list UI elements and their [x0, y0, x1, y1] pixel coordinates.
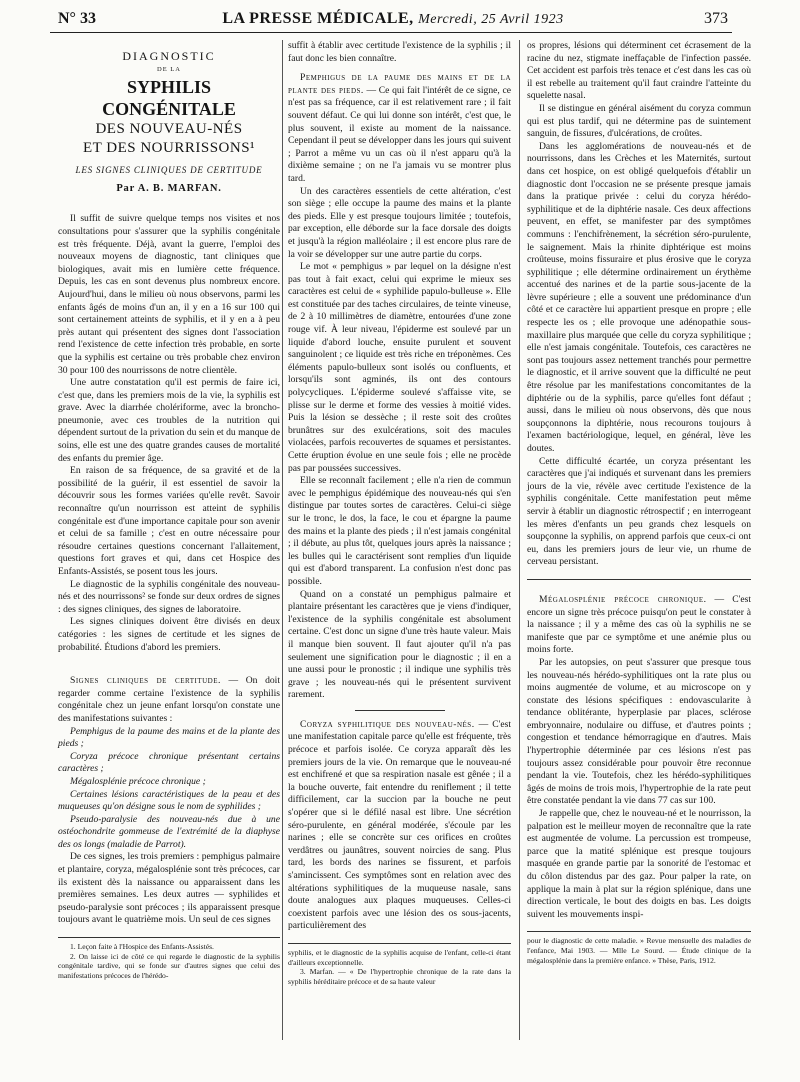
paragraph: Les signes cliniques doivent être divisés en deux catégories : les signes de certitude et les signes de probabilité. Étudions d'abord les premiers.: [58, 616, 280, 653]
paragraph: Elle se reconnaît facilement ; elle n'a rien de commun avec le pemphigus épidémique des nouveau-nés qui s'en distingue par toutes sortes de caractères. Celui-ci siège sur le tronc, le dos, la face, le cou et épargne la paume des mains et la plante des pieds ; il n'est jamais congénital ; il débute, au plus tôt, quelques jours après la naissance ; les bulles qui le caractérisent sont remplies d'un liquide qui est d'abord transparent. La confusion n'est donc pas possible.: [288, 475, 511, 587]
paragraph: Dans les agglomérations de nouveau-nés et de nourrissons, dans les Crèches et les Maternités, surtout dans cet hospice, on est obligé quelquefois d'établir un diagnostic dont l'occasion ne se présente presque jamais dans la pratique privée : celui du coryza hérédo-syphilitique et de la diphtérie nasale. Ces deux affections peuvent, en effet, se manifester par des symptômes communs : l'enchifrènement, la sécrétion séro-purulente, le saignement. Mais la rhinite diphtérique est moins croûteuse, moins fissuraire et plus érosive que le coryza syphilitique ; elle détermine ordinairement un érythème accentué des narines et de la partie sous-jacente de la lèvre supérieure ; elle a souvent une prédominance d'un côté et ce caractère lui appartient presque en propre ; elle respecte les os ; elle provoque une adénopathie sous-maxillaire plus marquée que celle du coryza syphilitique ; elle n'est jamais congénitale. Toutefois, ces caractères ne sont pas toujours assez nettement tranchés pour permettre le diagnostic, et il arrive souvent que la difficulté ne peut être résolue par les manifestations concomitantes de la diphtérie ou de la syphilis, parce qu'elles font défaut ; aussi, dans le milieu où nous observons, dès que nous soupçonnons la diphtérie, nous recourons toujours à l'examen bactériologique, lequel, en général, lève les doutes.: [527, 140, 751, 454]
paragraph: Le diagnostic de la syphilis congénitale des nouveau-nés et des nourrissons² se fonde sur deux ordres de signes : des signes cliniques, des signes de laboratoire.: [58, 578, 280, 615]
section-heading: Coryza syphilitique des nouveau-nés.: [300, 718, 475, 730]
journal-title: [58, 10, 728, 28]
paragraph: Le mot « pemphigus » par lequel on la désigne n'est pas tout à fait exact, celui qui exprime le mieux ses caractères est celui de « syphilide papulo-bulleuse ». Elle est constituée par des taches circulaires, de teinte vineuse, de 2 à 10 millimètres de diamètre, entourées d'une zone rouge vif. À leur niveau, l'épiderme est soulevé par un liquide d'abord louche, ensuite purulent et souvent sanguinolent ; ce liquide est très riche en tréponèmes. Ces éléments papulo-bulleux sont isolés ou confluents, et lorsqu'ils sont agminés, ils ont des contours polycycliques. L'épiderme soulevé s'affaisse vite, se plisse sur le derme et forme des vessies à moitié vides. Puis la lésion se dessèche ; il reste soit des croûtes brunâtres sur des exulcérations, soit des macules violacées, parfois recouvertes de squames et persistantes. Cette éruption évolue en une seule fois ; elle ne procède pas par poussées successives.: [288, 261, 511, 474]
paragraph: suffit à établir avec certitude l'existence de la syphilis ; il faut donc les bien connaître.: [288, 40, 511, 64]
sign-item: Coryza précoce chronique présentant certains caractères ;: [58, 750, 280, 775]
journal-name: LA PRESSE MÉDICALE,: [222, 10, 414, 27]
section-text: — Ce qui fait l'intérêt de ce signe, ce n'est pas sa fréquence, car il est relativement rare ; il fait souvent défaut. Ce qui lui donne son intérêt, c'est que, le plus souvent, il existe au moment de la naissance. Cependant il peut se développer dans les jours qui suivent ; Parrot a même vu un cas où il n'est apparu qu'à la dixième semaine ; on ne l'a jamais vu se montrer plus tard.: [288, 84, 511, 184]
section-intro: — On doit regarder comme certaine l'existence de la syphilis congénitale chez un jeune enfant lorsqu'on constate une des manifestations suivantes :: [58, 675, 280, 724]
issue-number: N° 33: [58, 10, 96, 27]
section-coryza: [288, 719, 511, 933]
paragraph: Par les autopsies, on peut s'assurer que presque tous les nouveau-nés hérédo-syphilitiques ont la rate plus ou moins augmentée de volume, et au microscope on y constate des lésions spécifiques : endovascularite à tendance oblitérante, hyperplasie par places, sclérose embryonnaire, nodulaire ou diffuse, et d'autres points ; congestion et tendance hémorragique en d'autres. Mais l'hypertrophie déterminée par ces lésions n'est pas toujours assez considérable pour pouvoir être reconnue pendant la vie. Toutefois, chez les hérédo-syphilitiques âgés de moins de trois mois, l'hypertrophie de la rate peut être constatée pendant la vie dans 77 cas sur 100.: [527, 656, 751, 807]
column-separator: [282, 40, 283, 1040]
section-heading: Pemphigus de la paume des mains et de la plante des pieds.: [288, 72, 511, 96]
section-pemphigus: [288, 72, 511, 185]
footnote: 1. Leçon faite à l'Hospice des Enfants-Assistés.: [70, 942, 214, 952]
paragraph: En raison de sa fréquence, de sa gravité et de la possibilité de la guérir, il est essentiel de savoir la découvrir sous les formes variées qu'elle revêt. Savoir reconnaître qu'un nourrisson est atteint de syphilis congénitale est d'une importance capitale pour son avenir et celui de sa famille ; c'est en outre nécessaire pour résoudre certaines questions concernant l'allaitement, questions fort graves et qui, dans cet Hospice des Enfants-Assistés, se posent tous les jours.: [58, 465, 280, 577]
section-divider: [527, 579, 751, 580]
section-text: — C'est une manifestation capitale parce qu'elle est fréquente, très précoce et parfois isolée. Ce coryza apparaît dès les premiers jours de la vie. On remarque que le nouveau-né est enchifrené et que sa respiration nasale est gênée ; il a la bouche ouverte, fait entendre du reniflement ; il tette difficilement, car la succion par la bouche ne peut s'opérer que si le défilé nasal est libre. Une sécrétion séro-purulente, en général modérée, s'écoule par les narines ; elle se concrète sur ces orifices en croûtes verdâtres ou jaunâtres, souvent noircies de sang. Plus tard, les bords des narines se fissurent, et parfois s'amincissent. Ces symptômes sont en relation avec des altérations syphilitiques de la muqueuse nasale, sans doute analogues aux plaques muqueuses. Celles-ci coexistent parfois avec une lésion des os sous-jacents, particulièrement des: [288, 718, 511, 932]
footnote-rule: [58, 937, 280, 938]
footnote-rule: [527, 931, 751, 932]
running-header: [58, 10, 728, 32]
article-signes: LES SIGNES CLINIQUES DE CERTITUDE: [75, 165, 263, 176]
footnote: 2. On laisse ici de côté ce qui regarde le diagnostic de la syphilis congénitale tardive, qui se fonde sur d'autres signes que celui des manifestations précoces de l'hérédo-: [58, 951, 280, 980]
footnote: syphilis, et le diagnostic de la syphilis acquise de l'enfant, celle-ci étant d'ailleurs exceptionnelle.: [288, 947, 511, 967]
column-1: [58, 40, 280, 980]
article-kicker-sub: DE LA: [157, 65, 181, 73]
section-megalosplenie: [527, 594, 751, 657]
article-author: [58, 183, 280, 196]
footnote: pour le diagnostic de cette maladie. » Revue mensuelle des maladies de l'enfance, Mai 1903. — Mlle Le Sourd. — Étude clinique de la mégalosplénie dans la première enfance. » Thèse, Paris, 1912.: [527, 936, 751, 965]
paragraph: Une autre constatation qu'il est permis de faire ici, c'est que, dans les premiers mois de la vie, la syphilis est grave. Avec la diarrhée cholériforme, avec la broncho-pneumonie, avec ces troubles de la nutrition qui dépendent surtout de la privation du sein et du manque de soins, elle est une des quatre grandes causes de mortalité des enfants du premier âge.: [58, 377, 280, 464]
section-certitude: [58, 675, 280, 725]
page-number: 373: [704, 10, 728, 27]
footnote: 3. Marfan. — « De l'hypertrophie chronique de la rate dans la syphilis héréditaire précoce et de sa haute valeur: [288, 967, 511, 986]
paragraph: Il se distingue en général aisément du coryza commun qui est plus tardif, qui ne détermine pas de suintement sanguin, de fissures, d'ulcérations, de croûtes.: [527, 102, 751, 140]
paragraph: Un des caractères essentiels de cette altération, c'est son siège ; elle occupe la paume des mains et la plante des pieds. Elle y est presque toujours limitée ; toutefois, par exception, elle déborde sur la face dorsale des doigts et jusqu'à la région malléolaire ; il est encore plus rare de la voir se développer sur une autre partie du corps.: [288, 185, 511, 260]
section-text: — C'est encore un signe très précoce puisqu'on peut le constater à la naissance ; il y a même des cas où la syphilis ne se manifeste que par ce symptôme et une anémie plus ou moins forte.: [527, 593, 751, 656]
column-3: [527, 40, 751, 965]
section-divider: [355, 710, 445, 711]
column-2: [288, 40, 511, 986]
paragraph: Quand on a constaté un pemphigus palmaire et plantaire présentant les caractères que je viens d'indiquer, l'existence de la syphilis congénitale est absolument certaine. C'est donc un signe d'une très haute valeur. Mais il manque bien souvent. Il faut ajouter qu'il n'a pas seulement une signification pour le diagnostic ; il en a une aussi pour le pronostic ; il indique une syphilis très grave ; les nouveau-nés qui le présentent survivent rarement.: [288, 588, 511, 701]
article-title: SYPHILIS CONGÉNITALE: [102, 77, 236, 120]
column-separator: [519, 40, 520, 1040]
article-subtitle-2: ET DES NOURRISSONS¹: [82, 140, 256, 157]
article-kicker: DIAGNOSTIC: [122, 49, 216, 63]
sign-item: Certaines lésions caractéristiques de la peau et des muqueuses qu'on désigne sous le nom de syphilides ;: [58, 788, 280, 813]
article-subtitle-1: DES NOUVEAU-NÉS: [95, 121, 243, 138]
paragraph: De ces signes, les trois premiers : pemphigus palmaire et plantaire, coryza, mégalosplénie sont très précoces, car ils existent dès la naissance ou apparaissent dans les premières semaines. Les deux autres — syphilides et pseudo-paralysie sont précoces ; ils apparaissent presque toujours avant le quatrième mois. Un seul de ces signes: [58, 851, 280, 926]
sign-item: Mégalosplénie précoce chronique ;: [70, 775, 206, 787]
issue-date: Mercredi, 25 Avril 1923: [418, 12, 564, 27]
header-rule: [50, 32, 732, 33]
section-heading: Mégalosplénie précoce chronique.: [539, 593, 707, 605]
paragraph: os propres, lésions qui déterminent cet écrasement de la racine du nez, stigmate ineffaçable de l'infection passée. Cet accident est parfois très tenace et c'est dans les cas où il est rebelle au traitement qu'il faut craindre l'atteinte du squelette nasal.: [527, 40, 751, 102]
footnote-rule: [288, 943, 511, 944]
sign-item: Pseudo-paralysie des nouveau-nés due à une ostéochondrite gommeuse de l'extrémité de la diaphyse des os longs (maladie de Parrot).: [58, 813, 280, 850]
section-heading: Signes cliniques de certitude.: [70, 675, 221, 687]
sign-item: Pemphigus de la paume des mains et de la plante des pieds ;: [58, 725, 280, 750]
author-name: Par A. B. MARFAN.: [116, 182, 222, 194]
paragraph: Je rappelle que, chez le nouveau-né et le nourrisson, la palpation est le meilleur moyen de reconnaître que la rate est augmentée de volume. La percussion est trompeuse, parce que la matité splénique est presque toujours masquée en grande partie par la sonorité de l'estomac et du côlon distendus par des gaz. Pour palper la rate, on applique la main à plat sur la région splénique, dans une direction verticale, le bout des doigts en bas. Les doigts suivent les mouvements inspi-: [527, 808, 751, 920]
paragraph: Il suffit de suivre quelque temps nos visites et nos consultations pour s'assurer que la syphilis congénitale est très fréquente. Déjà, avant la guerre, l'emploi des nouveaux moyens de diagnostic, tant cliniques que biologiques, avait mis en lumière cette fréquence. Depuis, les cas en sont devenus plus nombreux encore. Aujourd'hui, dans le milieu où nous observons, parmi les enfants âgés de moins d'un an, il y en a 16 sur 100 qui sont certainement atteints de syphilis, et il y en a à peu près autant qui présentent des signes dont l'association rend l'existence de cette infection très probable, en sorte que la syphilis est certaine ou très probable chez environ 30 pour 100 des nourrissons de notre clientèle.: [58, 213, 280, 376]
paragraph: Cette difficulté écartée, un coryza présentant les caractères que j'ai indiqués et survenant dans les premiers jours de la vie, révèle avec certitude l'existence de la syphilis congénitale. Cette manifestation peut même servir à établir un diagnostic rétrospectif ; en interrogeant les mères d'enfants un peu grands chez lesquels on soupçonne la syphilis, on apprend parfois que ceux-ci ont eu, dans les premiers jours de leur vie, un rhume de cerveau persistant.: [527, 455, 751, 568]
